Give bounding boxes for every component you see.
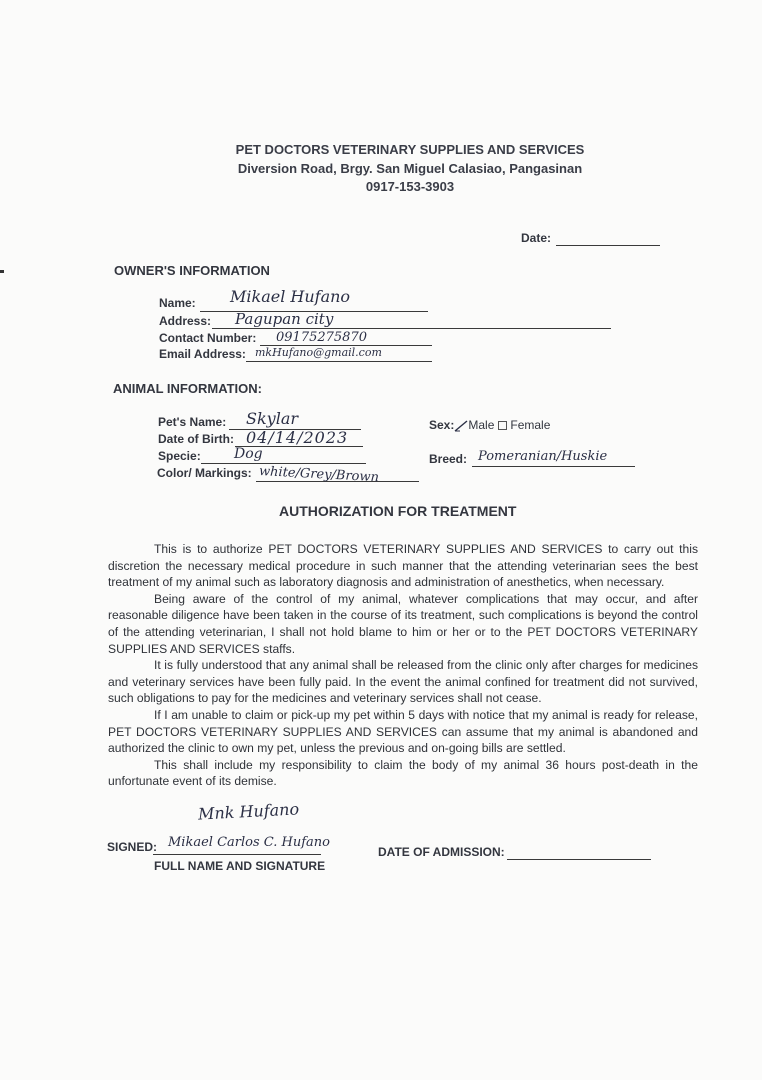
pet-name-value: Skylar xyxy=(246,409,298,428)
date-line xyxy=(556,245,660,246)
owner-email-value: mkHufano@gmail.com xyxy=(255,346,382,359)
authorization-paragraph: It is fully understood that any animal shall be released from the clinic only after charges for medicines and veterinary services have been fully paid. In the event the animal confined for treatment did not survived, such obligations to pay for the medicines and veterinary services shall not cease. xyxy=(108,658,698,706)
scan-speck xyxy=(0,270,4,273)
full-name-value: Mikael Carlos C. Hufano xyxy=(168,835,330,850)
company-phone: 0917-153-3903 xyxy=(365,179,455,194)
breed-line xyxy=(472,466,635,467)
dob-label: Date of Birth: xyxy=(158,432,234,446)
company-address: Diversion Road, Brgy. San Miguel Calasiao, Pangasinan xyxy=(237,161,583,176)
owner-section-title: OWNER'S INFORMATION xyxy=(114,263,270,278)
owner-email-label: Email Address: xyxy=(159,347,246,361)
owner-contact-value: 09175275870 xyxy=(276,330,367,345)
breed-value: Pomeranian/Huskie xyxy=(478,449,608,464)
authorization-paragraph: This is to authorize PET DOCTORS VETERINARY SUPPLIES AND SERVICES to carry out this discretion the necessary medical procedure in such manner that the attending veterinarian sees the best treatment of my animal such as laboratory diagnosis and administration of anesthetics, when necessary. xyxy=(108,542,698,590)
authorization-paragraph: This shall include my responsibility to claim the body of my animal 36 hours post-death in the unfortunate event of its demise. xyxy=(108,757,698,789)
signed-label: SIGNED: xyxy=(107,840,158,854)
sex-label: Sex: xyxy=(429,418,455,432)
admission-date-label: DATE OF ADMISSION: xyxy=(378,845,505,859)
date-label: Date: xyxy=(521,231,552,245)
owner-name-label: Name: xyxy=(159,296,196,310)
owner-address-value: Pagupan city xyxy=(235,310,334,328)
female-checkbox-icon xyxy=(498,421,507,430)
sex-female-option: Female xyxy=(510,418,551,432)
pet-name-label: Pet's Name: xyxy=(158,415,227,429)
animal-section-title: ANIMAL INFORMATION: xyxy=(113,381,262,396)
owner-address-line xyxy=(212,328,611,329)
color-markings-value: white/Grey/Brown xyxy=(258,464,380,486)
full-name-caption: FULL NAME AND SIGNATURE xyxy=(154,859,326,873)
owner-email-line xyxy=(246,361,432,362)
sex-male-option: Male xyxy=(468,418,495,432)
dob-value: 04/14/2023 xyxy=(246,428,349,447)
owner-contact-label: Contact Number: xyxy=(159,331,257,345)
owner-name-value: Mikael Hufano xyxy=(230,287,351,306)
authorization-title: AUTHORIZATION FOR TREATMENT xyxy=(279,503,517,519)
authorization-paragraph: Being aware of the control of my animal, whatever complications that may occur, and after reasonable diligence have been taken in the course of its treatment, such complications is beyond the control of the attending veterinarian, I shall not hold blame to him or her or to the PET DOCTORS VETERINARY SUPPLIES AND SERVICES staffs. xyxy=(108,591,698,656)
specie-label: Specie: xyxy=(158,449,201,463)
admission-date-line xyxy=(507,859,651,860)
authorization-body xyxy=(108,541,698,790)
specie-line xyxy=(201,463,366,464)
signed-line xyxy=(153,854,321,855)
sex-field xyxy=(429,418,550,432)
company-name: PET DOCTORS VETERINARY SUPPLIES AND SERVICES xyxy=(235,142,585,157)
breed-label: Breed: xyxy=(429,452,468,466)
color-markings-label: Color/ Markings: xyxy=(157,466,252,480)
authorization-paragraph: If I am unable to claim or pick-up my pet within 5 days with notice that my animal is ready for release, PET DOCTORS VETERINARY SUPPLIES AND SERVICES can assume that my animal is abandoned and authorized the clinic to own my pet, unless the previous and on-going bills are settled. xyxy=(108,707,698,756)
handwritten-signature: Mnk Hufano xyxy=(197,799,300,824)
owner-address-label: Address: xyxy=(159,314,212,328)
specie-value: Dog xyxy=(234,446,263,462)
checked-mark-icon xyxy=(454,420,468,432)
